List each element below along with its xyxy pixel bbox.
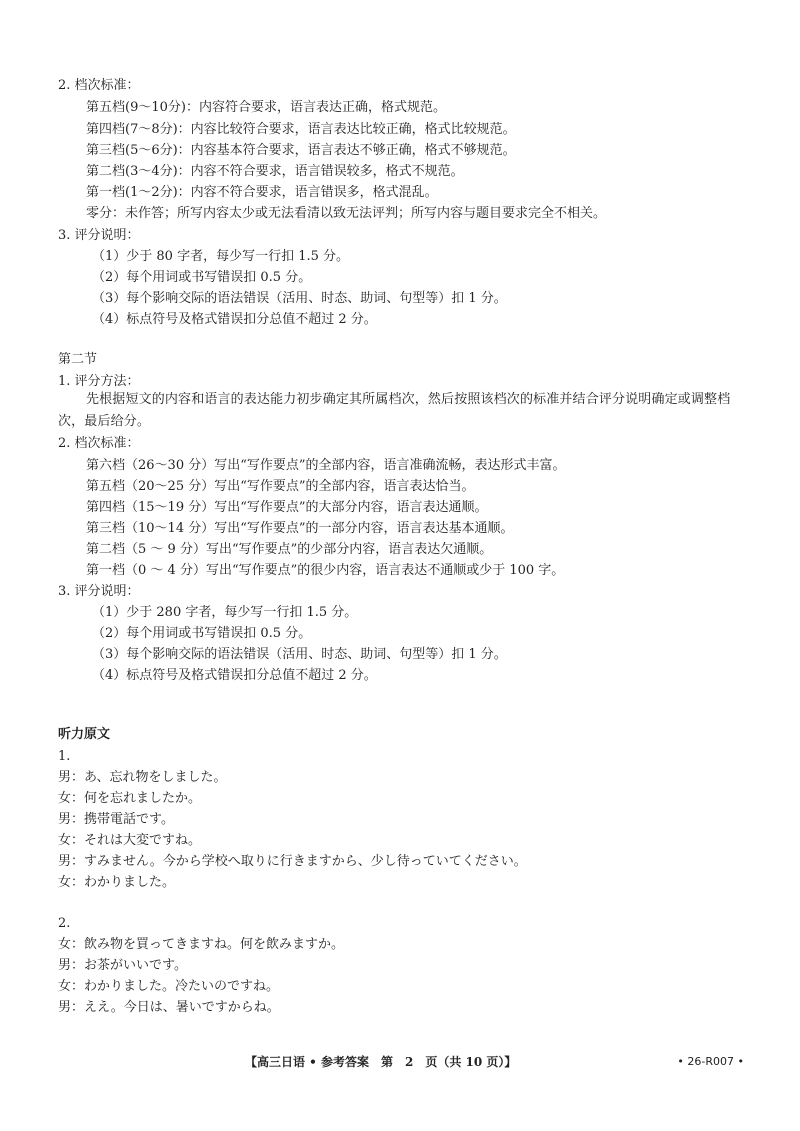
dialogue-number: 1. (58, 749, 71, 764)
dialogue-line: 男：すみません。今から学校へ取りに行きますから、少し待っていてください。 (58, 854, 527, 869)
dialogue-line: 男：携帯電話です。 (58, 812, 174, 827)
note-item: （4）标点符号及格式错误扣分总值不超过 2 分。 (92, 668, 377, 683)
level-item: 第一档（0 ～ 4 分）写出“写作要点”的很少内容，语言表达不通顺或少于 100 字。 (86, 563, 565, 578)
level-item: 第五档(9～10分)：内容符合要求，语言表达正确，格式规范。 (86, 100, 446, 115)
dialogue-number: 2. (58, 916, 71, 931)
notes-heading: 3. 评分说明： (58, 584, 140, 599)
section-title: 第二节 (58, 352, 98, 367)
method-heading: 1. 评分方法： (58, 374, 140, 389)
dialogue-line: 男：あ、忘れ物をしました。 (58, 770, 227, 785)
dialogue-line: 女：飲み物を買ってきますね。何を飲みますか。 (58, 937, 345, 952)
note-item: （2）每个用词或书写错误扣 0.5 分。 (92, 270, 312, 285)
note-item: （3）每个影响交际的语法错误（活用、时态、助词、句型等）扣 1 分。 (92, 647, 507, 662)
page-footer: 【高三日语 • 参考答案 第 2 页（共 10 页）】 (245, 1055, 517, 1069)
note-item: （2）每个用词或书写错误扣 0.5 分。 (92, 626, 312, 641)
dialogue-line: 女：それは大変ですね。 (58, 833, 202, 848)
level-item: 第四档(7～8分)：内容比较符合要求，语言表达比较正确，格式比较规范。 (86, 122, 516, 137)
note-item: （3）每个影响交际的语法错误（活用、时态、助词、句型等）扣 1 分。 (92, 291, 507, 306)
level-item: 第三档（10～14 分）写出“写作要点”的一部分内容，语言表达基本通顺。 (86, 521, 514, 536)
dialogue-line: 男：お茶がいいです。 (58, 958, 187, 973)
method-text: 先根据短文的内容和语言的表达能力初步确定其所属档次，然后按照该档次的标准并结合评分说明确定或调整档次，最后给分。 (58, 392, 731, 429)
listening-title: 听力原文 (58, 727, 111, 742)
level-item: 第六档（26～30 分）写出“写作要点”的全部内容，语言准确流畅，表达形式丰富。 (86, 458, 566, 473)
level-item: 第一档(1～2分)：内容不符合要求，语言错误多，格式混乱。 (86, 185, 438, 200)
level-item: 第二档（5 ～ 9 分）写出“写作要点”的少部分内容，语言表达欠通顺。 (86, 542, 493, 557)
notes-heading: 3. 评分说明： (58, 228, 140, 243)
dialogue-line: 女：わかりました。冷たいのですね。 (58, 979, 280, 994)
level-item: 第四档（15～19 分）写出“写作要点”的大部分内容，语言表达通顺。 (86, 500, 488, 515)
level-item: 第五档（20～25 分）写出“写作要点”的全部内容，语言表达恰当。 (86, 479, 475, 494)
level-item-zero: 零分：未作答；所写内容太少或无法看清以致无法评判；所写内容与题目要求完全不相关。 (86, 206, 607, 221)
level-item: 第三档(5～6分)：内容基本符合要求，语言表达不够正确，格式不够规范。 (86, 143, 516, 158)
note-item: （1）少于 80 字者，每少写一行扣 1.5 分。 (92, 249, 350, 264)
note-item: （1）少于 280 字者，每少写一行扣 1.5 分。 (92, 605, 358, 620)
levels-heading: 2. 档次标准： (58, 436, 140, 451)
level-item: 第二档(3～4分)：内容不符合要求，语言错误较多，格式不规范。 (86, 164, 464, 179)
dialogue-line: 男：ええ。今日は、暑いですからね。 (58, 1000, 280, 1015)
note-item: （4）标点符号及格式错误扣分总值不超过 2 分。 (92, 312, 377, 327)
dialogue-line: 女：何を忘れましたか。 (58, 791, 202, 806)
document-code: • 26-R007 • (677, 1055, 744, 1068)
dialogue-line: 女：わかりました。 (58, 875, 176, 890)
levels-heading: 2. 档次标准： (58, 78, 140, 93)
